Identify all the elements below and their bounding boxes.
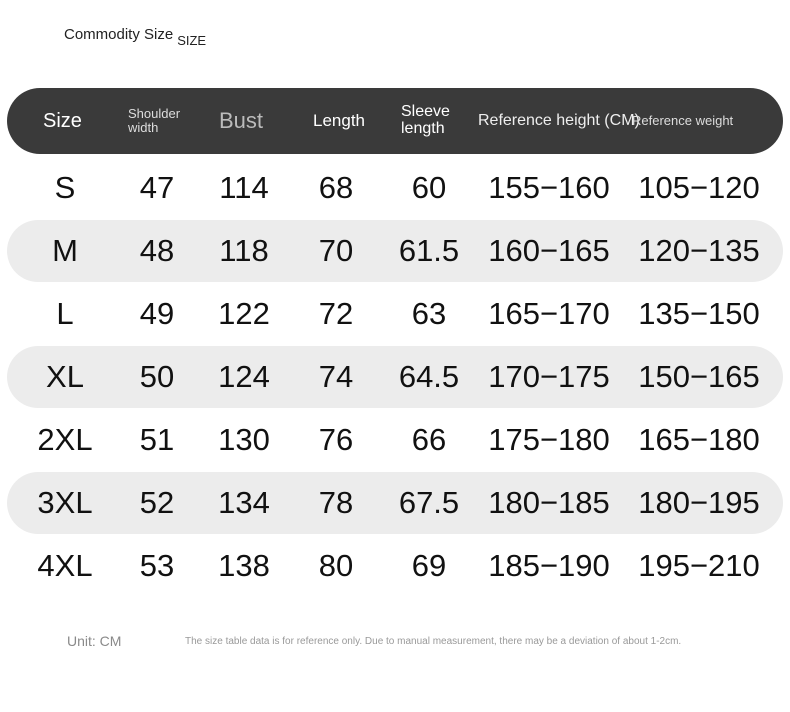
table-row [7, 220, 783, 282]
disclaimer-note: The size table data is for reference only. Due to manual measurement, there may be a deviation of about 1-2cm. [185, 636, 682, 647]
cell-ref-weight: 165−180 [638, 422, 760, 457]
cell-shoulder: 50 [139, 359, 175, 394]
title-main: Commodity Size [64, 26, 174, 43]
header-shoulder [128, 88, 180, 154]
header-ref-weight: Reference weight [632, 113, 734, 129]
cell-length: 80 [318, 548, 354, 583]
cell-length: 76 [318, 422, 354, 457]
header-size: Size [43, 109, 82, 132]
table-row [7, 157, 783, 219]
cell-shoulder: 48 [139, 233, 175, 268]
cell-sleeve: 64.5 [398, 359, 460, 394]
cell-bust: 134 [218, 485, 270, 520]
cell-ref-weight: 150−165 [638, 359, 760, 394]
cell-size: S [54, 170, 76, 205]
cell-bust: 122 [218, 296, 270, 331]
cell-shoulder: 52 [139, 485, 175, 520]
cell-ref-weight: 105−120 [638, 170, 760, 205]
cell-length: 70 [318, 233, 354, 268]
table-row [7, 346, 783, 408]
cell-size: 4XL [37, 548, 93, 583]
table-row [7, 535, 783, 597]
cell-shoulder: 49 [139, 296, 175, 331]
cell-ref-weight: 120−135 [638, 233, 760, 268]
cell-length: 68 [318, 170, 354, 205]
cell-size: L [56, 296, 74, 331]
cell-ref-weight: 180−195 [638, 485, 760, 520]
header-shoulder-line2: width [128, 120, 159, 135]
cell-bust: 124 [218, 359, 270, 394]
cell-shoulder: 53 [139, 548, 175, 583]
header-sleeve-line2: length [401, 120, 445, 137]
cell-length: 72 [318, 296, 354, 331]
cell-bust: 130 [218, 422, 270, 457]
cell-bust: 138 [218, 548, 270, 583]
cell-ref-height: 175−180 [488, 422, 610, 457]
table-row [7, 409, 783, 471]
cell-bust: 114 [219, 170, 269, 205]
header-sleeve-line1: Sleeve [401, 103, 450, 121]
header-length: Length [313, 111, 365, 131]
header-bust: Bust [219, 108, 264, 134]
cell-ref-weight: 135−150 [638, 296, 760, 331]
cell-shoulder: 47 [139, 170, 175, 205]
cell-length: 78 [318, 485, 354, 520]
cell-length: 74 [318, 359, 354, 394]
header-shoulder-line1: Shoulder [128, 106, 181, 122]
cell-size: XL [46, 359, 84, 394]
cell-size: M [52, 233, 78, 268]
cell-ref-height: 185−190 [488, 548, 610, 583]
cell-ref-height: 160−165 [488, 233, 610, 268]
table-row [7, 472, 783, 534]
header-sleeve [401, 88, 450, 154]
title-sub: SIZE [177, 33, 207, 48]
cell-sleeve: 69 [411, 548, 447, 583]
cell-ref-height: 165−170 [488, 296, 610, 331]
cell-ref-height: 180−185 [488, 485, 610, 520]
unit-label: Unit: CM [67, 633, 122, 649]
table-row [7, 283, 783, 345]
cell-size: 3XL [37, 485, 93, 520]
cell-size: 2XL [37, 422, 93, 457]
table-header [7, 88, 783, 154]
cell-ref-weight: 195−210 [638, 548, 760, 583]
cell-sleeve: 66 [411, 422, 447, 457]
page-title [64, 26, 207, 48]
cell-ref-height: 170−175 [488, 359, 610, 394]
cell-shoulder: 51 [139, 422, 175, 457]
header-ref-height: Reference height (CM) [478, 111, 640, 129]
cell-ref-height: 155−160 [488, 170, 610, 205]
cell-sleeve: 60 [411, 170, 447, 205]
cell-sleeve: 67.5 [398, 485, 460, 520]
cell-bust: 118 [219, 233, 269, 268]
cell-sleeve: 63 [411, 296, 447, 331]
cell-sleeve: 61.5 [398, 233, 460, 268]
